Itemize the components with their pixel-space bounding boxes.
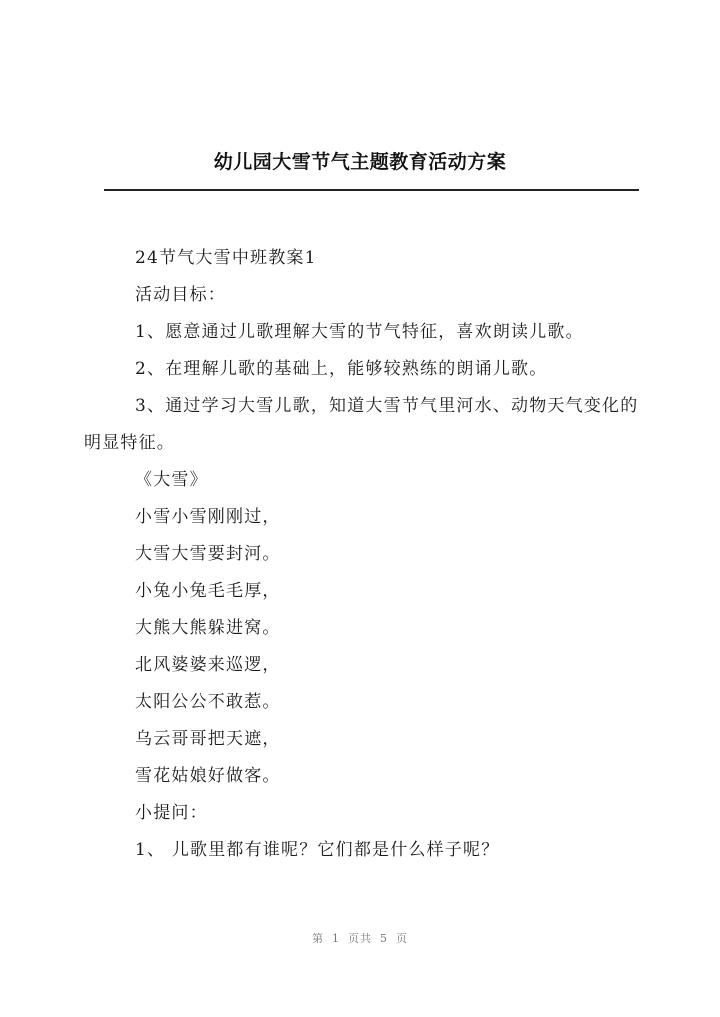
footer-prefix: 第 [312,932,324,945]
poem-line: 小雪小雪刚刚过， [135,507,281,527]
poem-title: 《大雪》 [135,470,208,490]
objectives-heading: 活动目标： [135,285,226,305]
poem-line: 雪花姑娘好做客。 [135,766,281,786]
questions-heading: 小提问： [135,803,208,823]
poem-line: 大雪大雪要封河。 [135,544,281,564]
poem-line: 小兔小兔毛毛厚， [135,581,281,601]
footer-total-pages: 5 [380,932,388,945]
footer-middle: 页共 [348,932,372,945]
poem-line: 乌云哥哥把天遮， [135,729,281,749]
document-title: 幼儿园大雪节气主题教育活动方案 [213,151,507,173]
poem-line: 大熊大熊躲进窝。 [135,618,281,638]
objective-item-2: 2、在理解儿歌的基础上，能够较熟练的朗诵儿歌。 [135,359,548,379]
document-body [84,240,644,869]
lesson-heading: 24节气大雪中班教案1 [135,248,317,268]
page-footer [0,930,720,946]
footer-suffix: 页 [396,932,408,945]
objective-item-3: 3、通过学习大雪儿歌，知道大雪节气里河水、动物天气变化的明显特征。 [84,396,639,453]
poem-line: 太阳公公不敢惹。 [135,692,281,712]
objective-item-1: 1、愿意通过儿歌理解大雪的节气特征，喜欢朗读儿歌。 [135,322,584,342]
title-divider [104,189,639,191]
poem-line: 北风婆婆来巡逻， [135,655,281,675]
question-item-1: 1、 儿歌里都有谁呢？它们都是什么样子呢？ [135,840,500,860]
footer-page-number: 1 [332,932,340,945]
